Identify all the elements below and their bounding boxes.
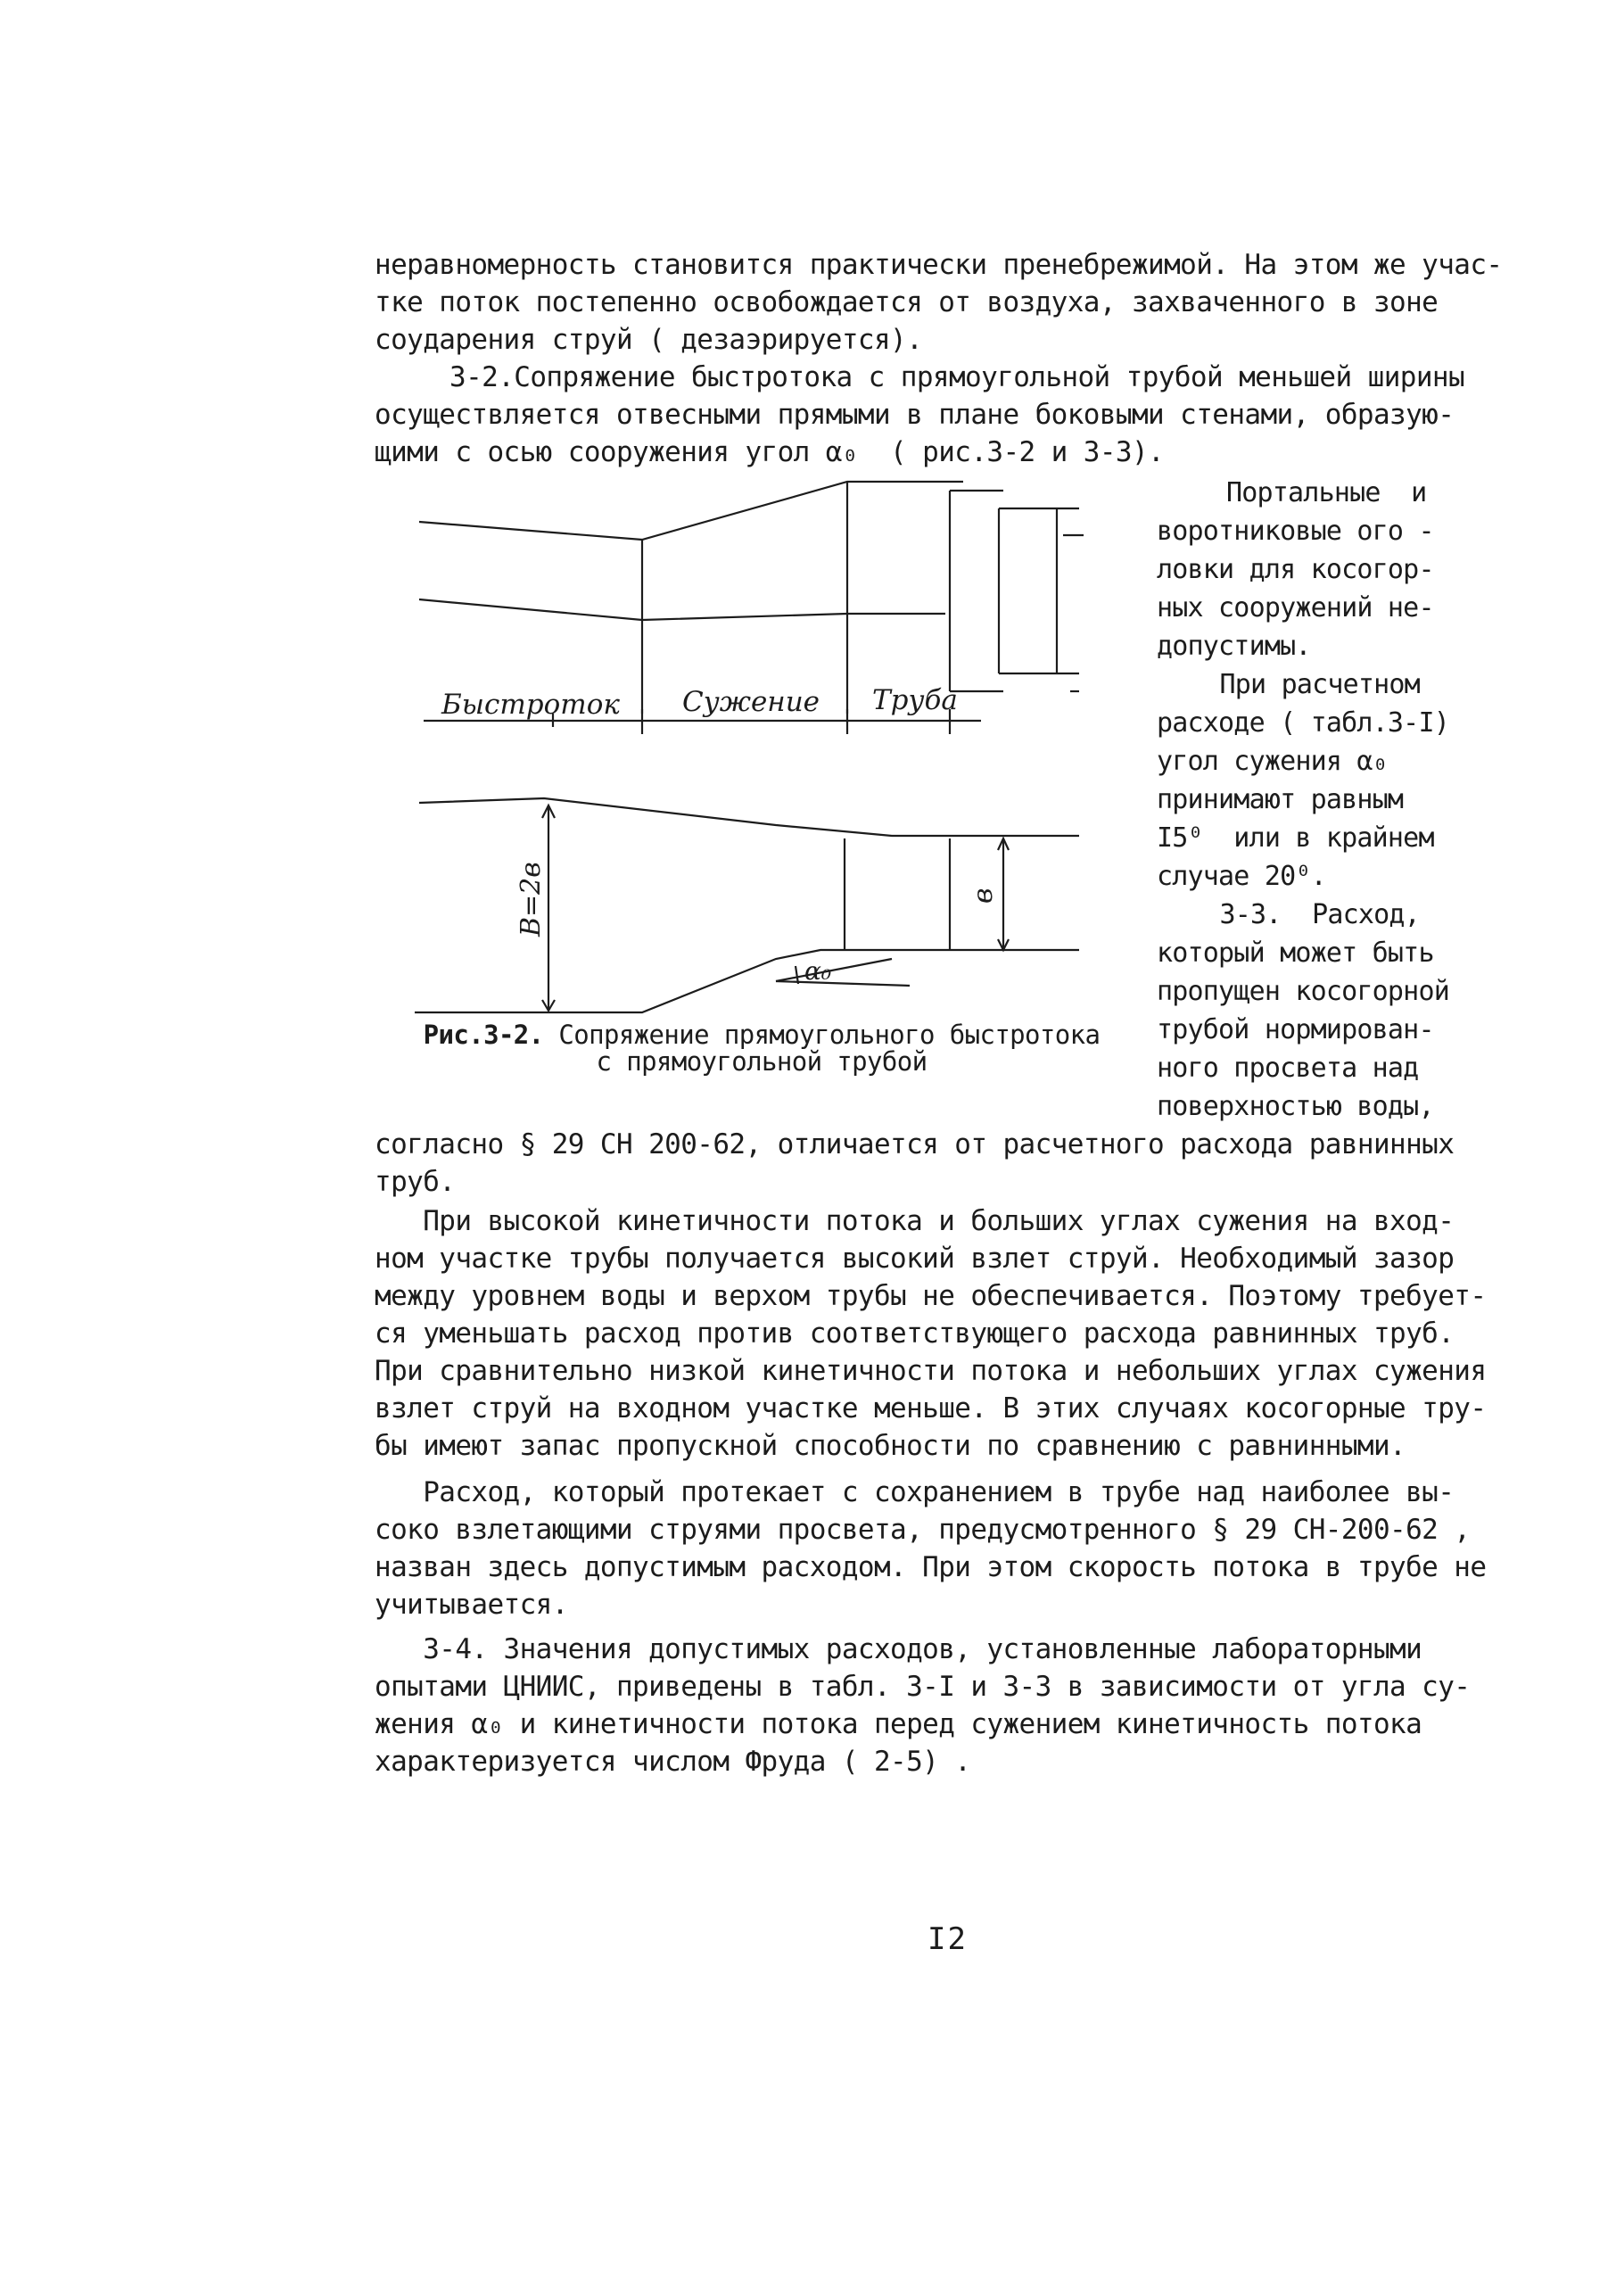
caption-number: Рис.3-2. — [423, 1020, 544, 1050]
caption-text-line1: Сопряжение прямоугольного быстротока — [543, 1020, 1101, 1050]
text-line: Портальные и — [1226, 477, 1427, 508]
text-line: соударения струй ( дезаэрируется). — [375, 324, 923, 356]
label-suzhenie: Сужение — [682, 686, 820, 718]
text-line: пропущен косогорной — [1157, 976, 1449, 1007]
text-line: между уровнем воды и верхом трубы не обеспечивается. Поэтому требует- — [375, 1280, 1487, 1312]
text-line: 3-2.Сопряжение быстротока с прямоугольной трубой меньшей ширины — [449, 361, 1465, 393]
plan-view-bottom — [415, 798, 1079, 1012]
text-line: бы имеют запас пропускной способности по сравнению с равнинными. — [375, 1430, 1406, 1462]
caption-text-line2: с прямоугольной трубой — [596, 1046, 928, 1077]
text-line: случае 20⁰. — [1157, 861, 1326, 892]
text-line: ся уменьшать расход против соответствующего расхода равнинных труб. — [375, 1317, 1455, 1350]
figure-caption — [387, 1021, 1136, 1075]
text-line: тке поток постепенно освобождается от воздуха, захваченного в зоне — [375, 286, 1439, 318]
text-line: 3-4. Значения допустимых расходов, установленные лабораторными — [375, 1633, 1422, 1665]
text-line: При высокой кинетичности потока и больших углах сужения на вход- — [375, 1205, 1455, 1237]
text-line: который может быть — [1157, 937, 1434, 969]
text-line: характеризуется числом Фруда ( 2-5) . — [375, 1746, 971, 1778]
page-number: I2 — [928, 1921, 968, 1957]
text-line: допустимы. — [1157, 631, 1311, 662]
text-line: согласно § 29 СН 200-62, отличается от расчетного расхода равнинных — [375, 1128, 1455, 1160]
text-line: взлет струй на входном участке меньше. В этих случаях косогорные тру- — [375, 1392, 1487, 1425]
text-line: ловки для косогор- — [1157, 554, 1434, 585]
text-line: I5⁰ или в крайнем — [1157, 822, 1434, 854]
text-line: 3-3. Расход, — [1189, 899, 1420, 930]
text-line: расходе ( табл.3-I) — [1157, 707, 1449, 739]
text-line: принимают равным — [1157, 784, 1404, 815]
text-line: Расход, который протекает с сохранением в трубе над наиболее вы- — [375, 1476, 1455, 1508]
label-b: в — [968, 888, 999, 904]
label-alpha: α₀ — [804, 956, 832, 986]
figure-3-2-diagram — [392, 468, 1106, 1021]
text-line: опытами ЦНИИС, приведены в табл. 3-I и 3-3 в зависимости от угла су- — [375, 1671, 1471, 1703]
text-line: воротниковые ого - — [1157, 516, 1434, 547]
text-line: угол сужения α₀ — [1157, 746, 1388, 777]
text-line: осуществляется отвесными прямыми в плане боковыми стенами, образую- — [375, 399, 1455, 431]
text-line: щими с осью сооружения угол α₀ ( рис.3-2 и 3-3). — [375, 436, 1165, 468]
text-line: При сравнительно низкой кинетичности потока и небольших углах сужения — [375, 1355, 1487, 1387]
text-line: неравномерность становится практически пренебрежимой. На этом же учас- — [375, 249, 1503, 281]
label-bystrotok: Быстроток — [441, 689, 620, 721]
text-line: назван здесь допустимым расходом. При этом скорость потока в трубе не — [375, 1551, 1487, 1583]
text-line: ных сооружений не- — [1157, 592, 1434, 624]
text-line: ного просвета над — [1157, 1053, 1419, 1084]
label-B: B=2в — [515, 862, 547, 937]
text-line: поверхностью воды, — [1157, 1091, 1434, 1122]
text-line: соко взлетающими струями просвета, предусмотренного § 29 СН-200-62 , — [375, 1514, 1471, 1546]
text-line: При расчетном — [1189, 669, 1420, 700]
text-line: трубой нормирован- — [1157, 1014, 1434, 1045]
text-line: учитывается. — [375, 1589, 568, 1621]
text-line: ном участке трубы получается высокий взлет струй. Необходимый зазор — [375, 1243, 1455, 1275]
text-line: жения α₀ и кинетичности потока перед сужением кинетичность потока — [375, 1708, 1422, 1740]
label-truba: Труба — [872, 684, 958, 716]
text-line: труб. — [375, 1166, 456, 1198]
